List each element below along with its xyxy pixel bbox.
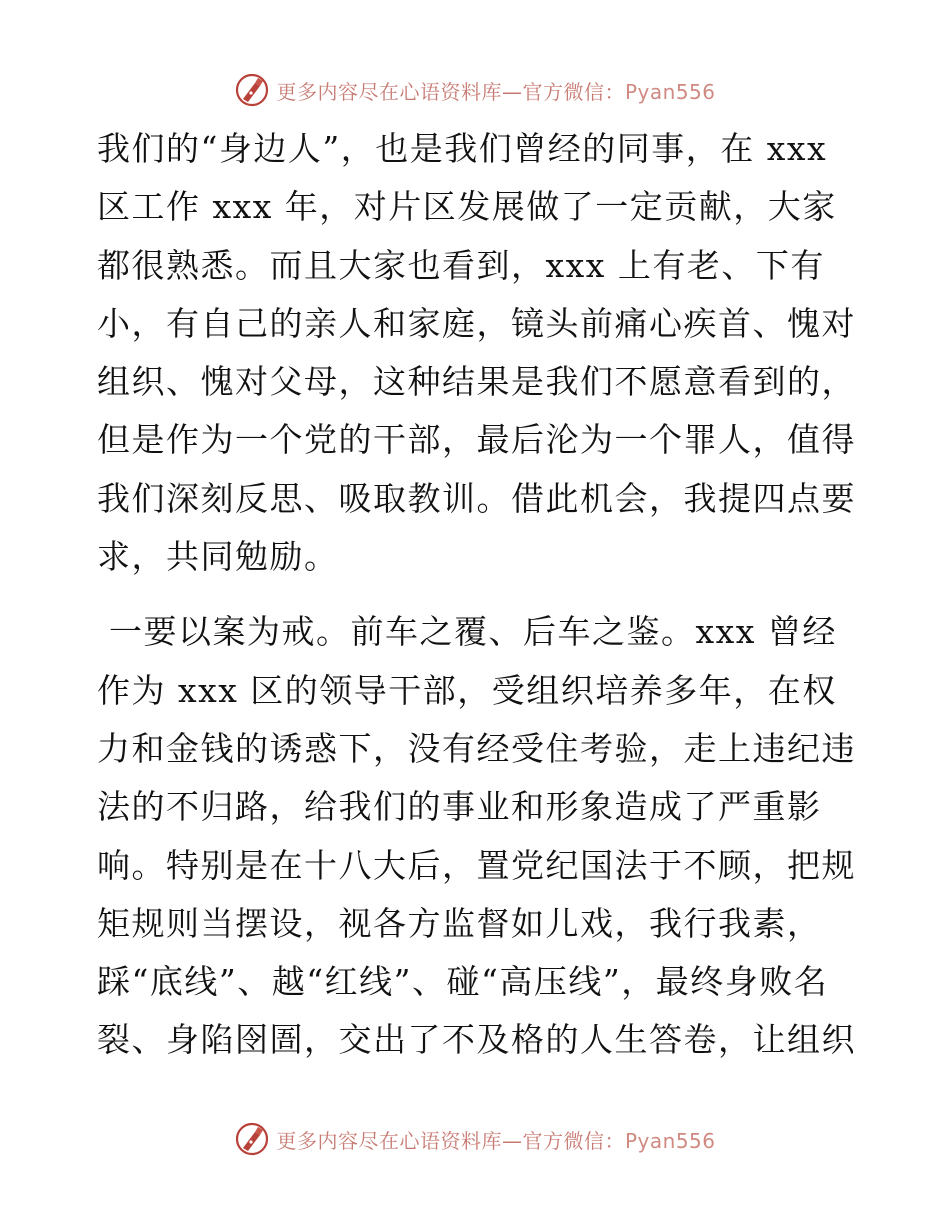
header-watermark-text: 更多内容尽在心语资料库—官方微信：Pyan556 [276, 79, 716, 104]
pen-nib-logo-icon [234, 72, 270, 108]
body-paragraph-2: 一要以案为戒。前车之覆、后车之鉴。xxx 曾经作为 xxx 区的领导干部，受组织培养多年，在权力和金钱的诱惑下，没有经受住考验，走上违纪违法的不归路，给我们的事业和形象造成了严重影响。特别是在十八大后，置党纪国法于不顾，把规矩规则当摆设，视各方监督如儿戏，我行我素，踩“底线”、越“红线”、碰“高压线”，最终身败名裂、身陷囹圄，交出了不及格的人生答卷，让组织 [97, 612, 856, 1060]
pen-nib-logo-icon [234, 1121, 270, 1157]
page-header-watermark [0, 70, 950, 110]
footer-watermark-text: 更多内容尽在心语资料库—官方微信：Pyan556 [276, 1128, 716, 1153]
footer-wechat-handle: Pyan556 [624, 1128, 716, 1153]
document-body [97, 120, 857, 1070]
page-footer-watermark [0, 1119, 950, 1159]
header-wechat-handle: Pyan556 [624, 79, 716, 104]
footer-brand [234, 1121, 715, 1157]
header-brand [234, 72, 715, 108]
body-paragraph-1: 我们的“身边人”，也是我们曾经的同事，在 xxx 区工作 xxx 年，对片区发展做了一定贡献，大家都很熟悉。而且大家也看到，xxx 上有老、下有小，有自己的亲人和家庭，镜头前痛心疾首、愧对组织、愧对父母，这种结果是我们不愿意看到的，但是作为一个党的干部，最后沦为一个罪人，值得我们深刻反思、吸取教训。借此机会，我提四点要求，共同勉励。 [97, 129, 856, 577]
